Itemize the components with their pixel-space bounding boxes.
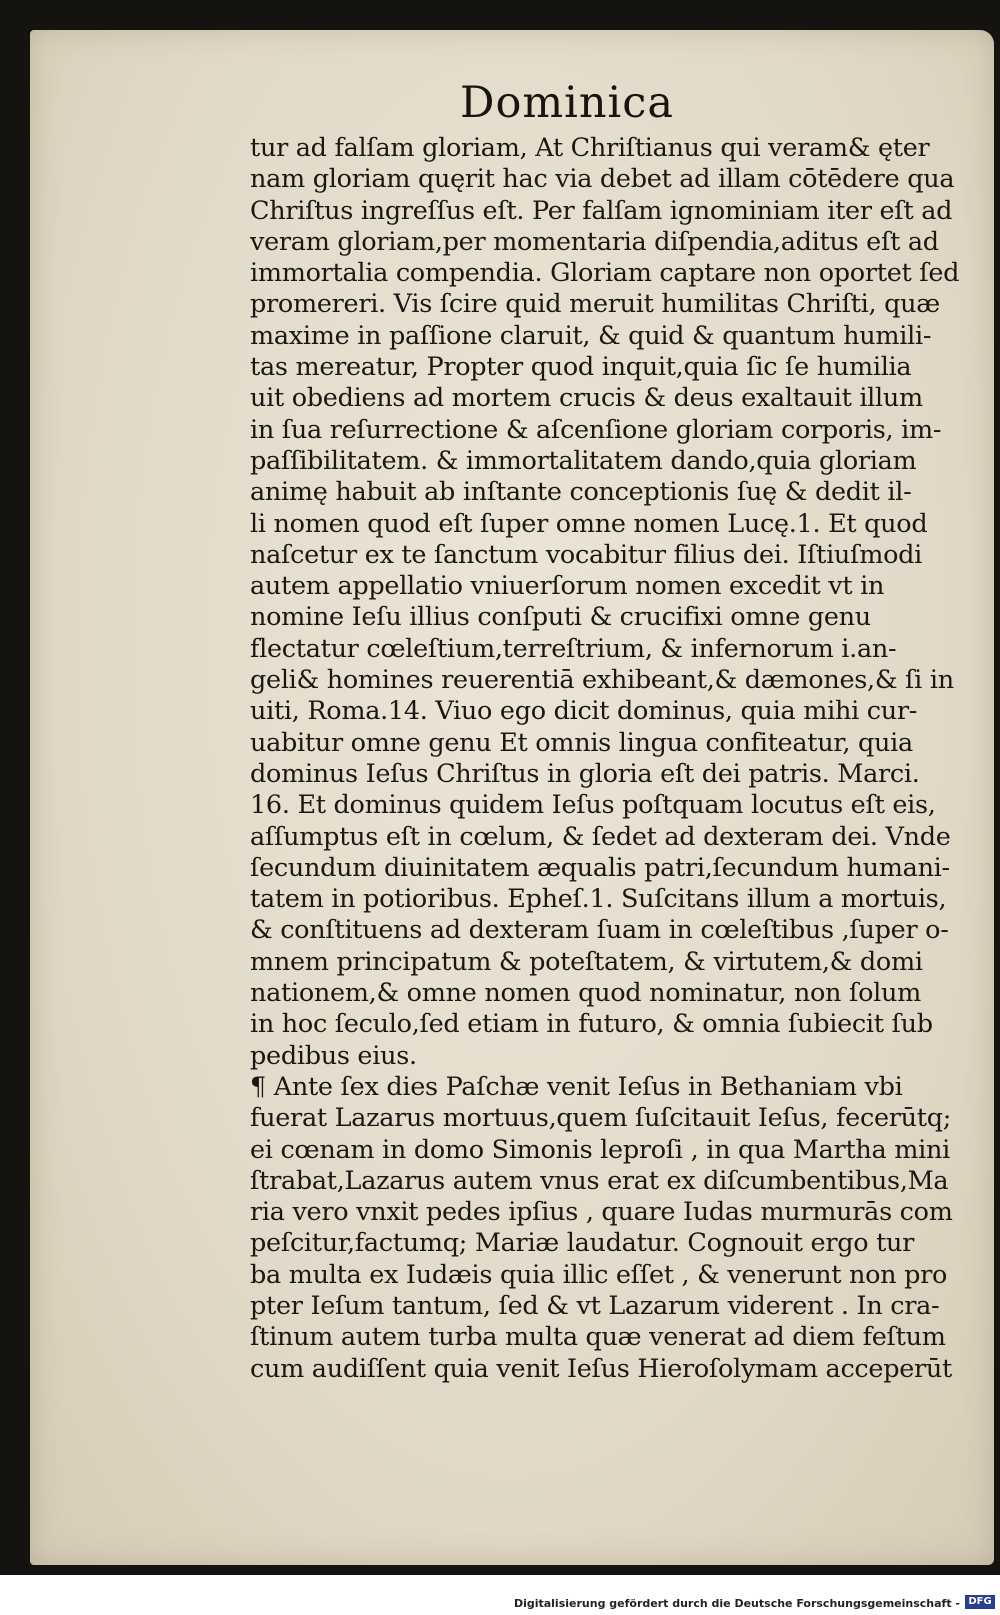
text-line: ſecundum diuinitatem æqualis patri,ſecundum humani- [250,852,950,883]
text-line: animę habuit ab inſtante conceptionis ſuę & dedit il- [250,477,912,508]
book-page [30,30,994,1565]
text-line: naſcetur ex te ſanctum vocabitur filius dei. Iſtiuſmodi [250,539,923,570]
text-line: ei cœnam in domo Simonis leproſi , in qua Martha mini [250,1134,950,1165]
text-line: flectatur cœleſtium,terreſtrium, & infernorum i.an- [250,633,897,664]
text-line: maxime in paſſione claruit, & quid & quantum humili- [250,320,932,351]
text-line: ¶ Ante ſex dies Paſchæ venit Ieſus in Bethaniam vbi [250,1071,903,1102]
text-line: mnem principatum & poteſtatem, & virtutem,& domi [250,946,923,977]
text-line: nomine Ieſu illius conſputi & crucifixi omne genu [250,602,871,633]
text-line: peſcitur,factumq; Mariæ laudatur. Cognouit ergo tur [250,1228,915,1259]
text-line: autem appellatio vniuerſorum nomen excedit vt in [250,571,885,602]
text-line: nam gloriam quęrit hac via debet ad illam cōtēdere qua [250,164,955,195]
text-line: & conſtituens ad dexteram ſuam in cœleſtibus ,ſuper o- [250,915,949,946]
text-line: 16. Et dominus quidem Ieſus poſtquam locutus eſt eis, [250,790,936,821]
text-line: pedibus eius. [250,1040,417,1071]
text-line: tatem in potioribus. Epheſ.1. Suſcitans illum a mortuis, [250,884,947,915]
body-text [250,133,992,1385]
text-line: uabitur omne genu Et omnis lingua confiteatur, quia [250,727,913,758]
text-line: tur ad falſam gloriam, At Chriſtianus qui veram& ęter [250,133,930,163]
text-line: Chriſtus ingreſſus eſt. Per falſam ignominiam iter eſt ad [250,195,953,226]
text-line: veram gloriam,per momentaria diſpendia,aditus eſt ad [250,226,939,257]
text-line: ſtrabat,Lazarus autem vnus erat ex diſcumbentibus,Ma [250,1165,949,1196]
text-line: paſſibilitatem. & immortalitatem dando,quia gloriam [250,445,917,476]
text-line: ba multa ex Iudæis quia illic eſſet , & venerunt non pro [250,1259,948,1290]
text-line: cum audiſſent quia venit Ieſus Hieroſolymam acceperūt [250,1353,952,1384]
text-line: in hoc ſeculo,ſed etiam in futuro, & omnia ſubiecit ſub [250,1009,933,1040]
text-line: dominus Ieſus Chriſtus in gloria eſt dei patris. Marci. [250,758,920,789]
text-line: aſſumptus eſt in cœlum, & ſedet ad dexteram dei. Vnde [250,821,951,852]
text-line: pter Ieſum tantum, ſed & vt Lazarum viderent . In cra- [250,1290,940,1321]
text-line: ria vero vnxit pedes ipſius , quare Iudas murmurās com [250,1197,953,1228]
text-line: ſtinum autem turba multa quæ venerat ad diem feſtum [250,1322,946,1353]
page-heading: Dominica [459,78,675,128]
text-line: uiti, Roma.14. Viuo ego dicit dominus, quia mihi cur- [250,696,918,727]
digitization-credit: Digitalisierung gefördert durch die Deutsche Forschungsgemeinschaft - [513,1597,960,1610]
text-line: tas mereatur, Propter quod inquit,quia ſic ſe humilia [250,352,912,383]
dfg-logo: DFG [965,1595,995,1609]
text-line: fuerat Lazarus mortuus,quem ſuſcitauit Ieſus, fecerūtq; [250,1103,952,1134]
text-line: geli& homines reuerentiā exhibeant,& dæmones,& ſi in [250,665,954,696]
text-line: in ſua reſurrectione & aſcenſione gloriam corporis, im- [250,414,942,445]
text-line: li nomen quod eſt ſuper omne nomen Lucę.1. Et quod [250,508,928,539]
text-line: nationem,& omne nomen quod nominatur, non ſolum [250,978,922,1009]
text-line: immortalia compendia. Gloriam captare non oportet ſed [250,258,960,289]
text-line: promereri. Vis ſcire quid meruit humilitas Chriſti, quæ [250,289,940,320]
text-line: uit obediens ad mortem crucis & deus exaltauit illum [250,383,923,414]
